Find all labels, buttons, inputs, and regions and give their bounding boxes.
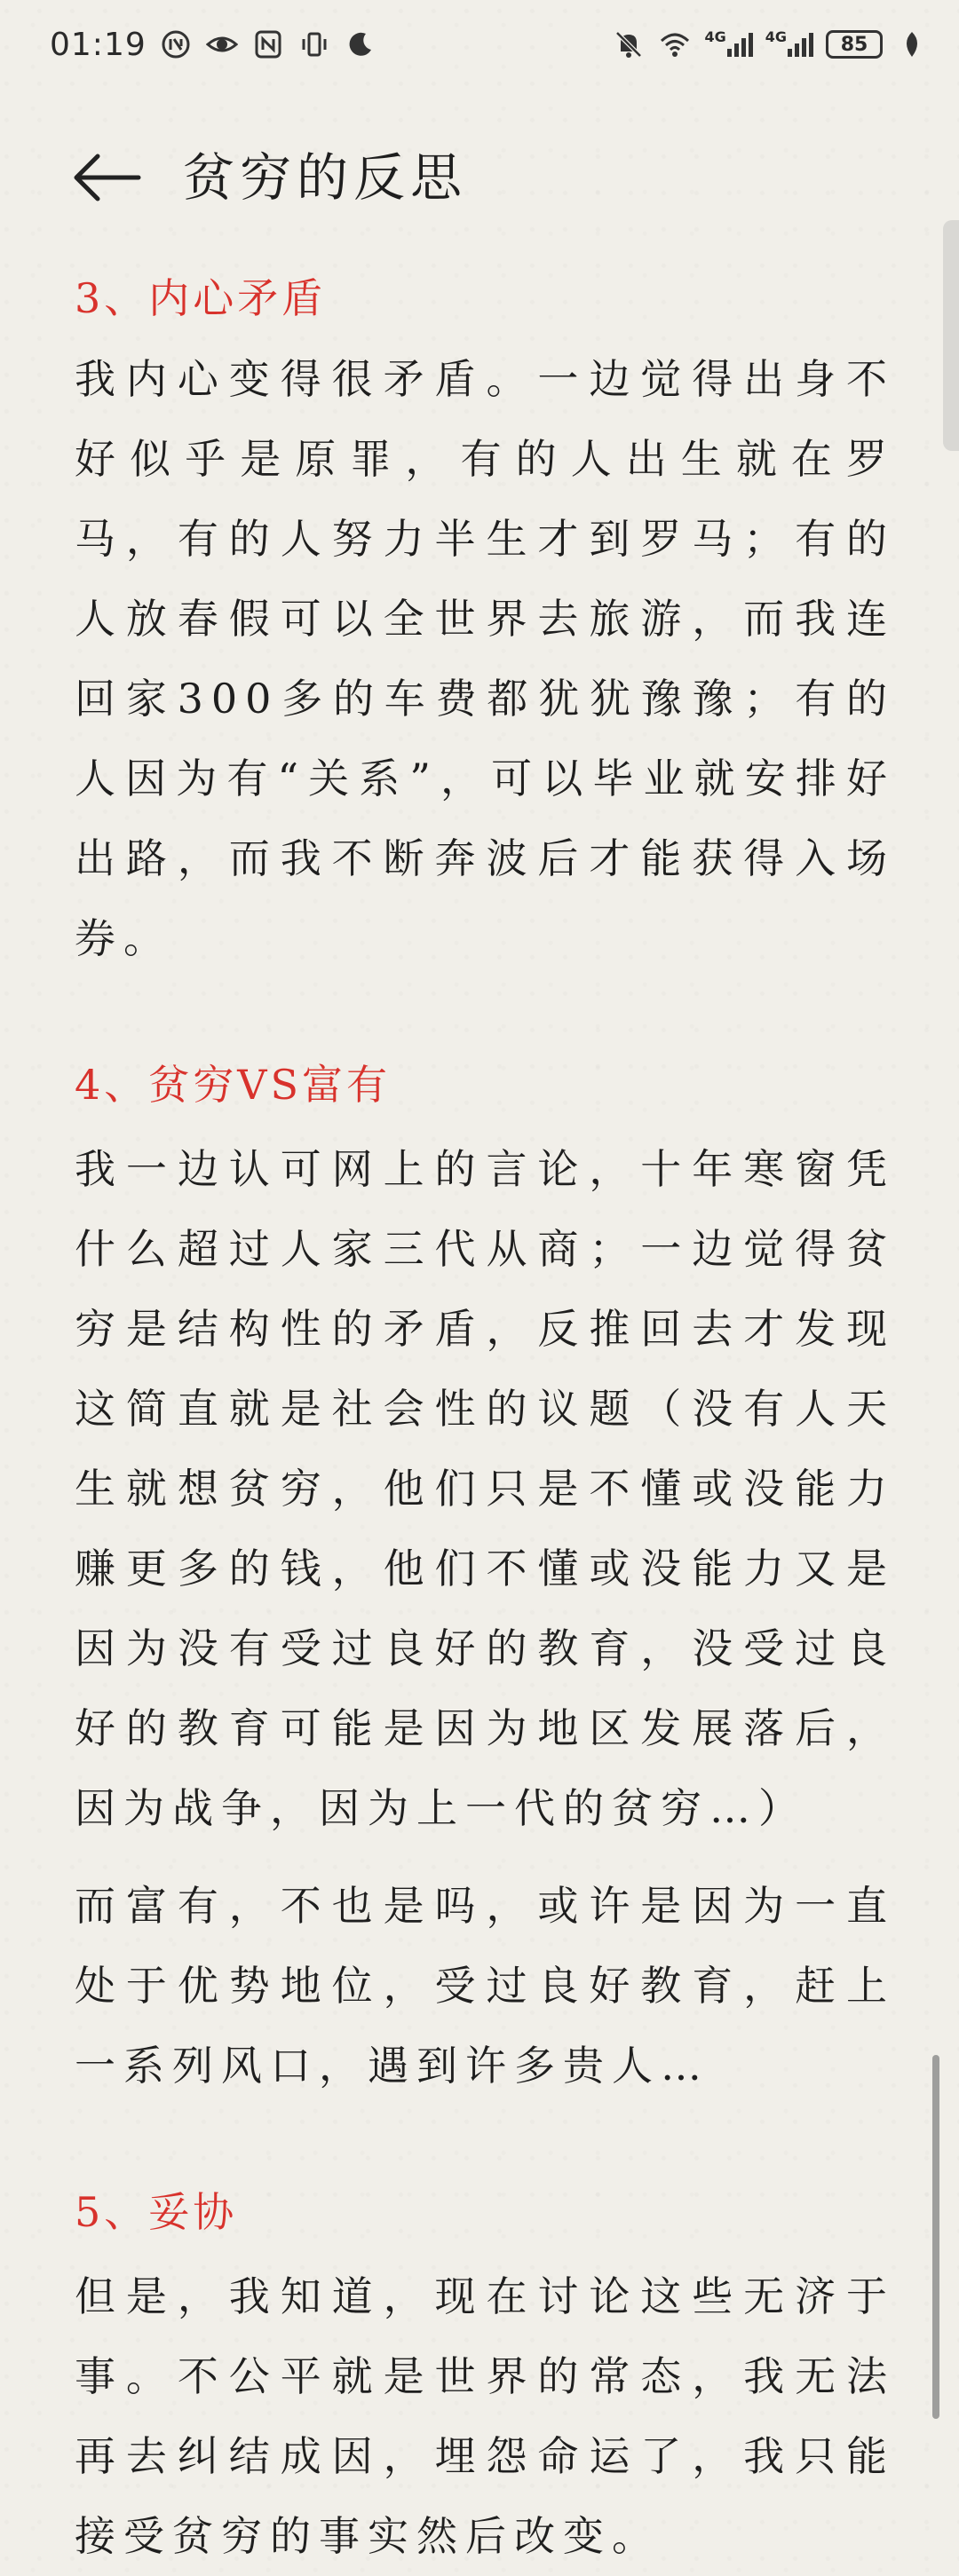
leaf-icon [895, 28, 929, 61]
scrollbar-thumb[interactable] [932, 2055, 939, 2419]
nfc-icon [251, 28, 285, 61]
edge-handle[interactable] [943, 220, 959, 451]
section-title: 3、内心矛盾 [75, 274, 327, 322]
network-label-2: 4G [765, 28, 787, 45]
status-bar [0, 0, 959, 89]
bell-muted-icon [612, 28, 646, 61]
section-inner-conflict [75, 272, 895, 978]
section-title: 5、妥协 [75, 2188, 238, 2236]
section-compromise [75, 2185, 895, 2576]
back-button[interactable] [71, 153, 142, 202]
signal-4g-icon-2 [765, 28, 813, 58]
arrow-left-icon [71, 153, 142, 202]
wifi-icon [658, 28, 692, 61]
battery-indicator: 85 [826, 30, 883, 59]
status-right [612, 28, 929, 61]
header [0, 133, 959, 222]
app-notification-icon [159, 28, 193, 61]
network-label-1: 4G [704, 28, 726, 45]
eye-icon [205, 28, 239, 61]
vibrate-icon [297, 28, 331, 61]
paragraph: 我内心变得很矛盾。一边觉得出身不好似乎是原罪，有的人出生就在罗马，有的人努力半生才到罗马；有的人放春假可以全世界去旅游，而我连回家300多的车费都犹犹豫豫；有的人因为有“关系”，可以毕业就安排好出路，而我不断奔波后才能获得入场券。 [75, 355, 895, 962]
section-poverty-vs-wealth [75, 1058, 895, 2106]
paragraph: 我一边认可网上的言论，十年寒窗凭什么超过人家三代从商；一边觉得贫穷是结构性的矛盾，反推回去才发现这简直就是社会性的议题（没有人天生就想贫穷，他们只是不懂或没能力赚更多的钱，他们不懂或没能力又是因为没有受过良好的教育，没受过良好的教育可能是因为地区发展落后，因为战争，因为上一代的贫穷…） [75, 1145, 895, 1832]
paragraph: 而富有，不也是吗，或许是因为一直处于优势地位，受过良好教育，赶上一系列风口，遇到许多贵人… [75, 1882, 895, 2090]
status-time: 01:19 [50, 26, 147, 63]
signal-4g-icon [704, 28, 752, 58]
paragraph: 但是，我知道，现在讨论这些无济于事。不公平就是世界的常态，我无法再去纠结成因，埋怨命运了，我只能接受贫穷的事实然后改变。 [75, 2272, 895, 2560]
article-content [75, 263, 895, 2576]
moon-icon [344, 28, 377, 61]
section-title: 4、贫穷VS富有 [75, 1061, 391, 1109]
status-left [50, 27, 377, 63]
page-title: 贫穷的反思 [183, 147, 468, 208]
